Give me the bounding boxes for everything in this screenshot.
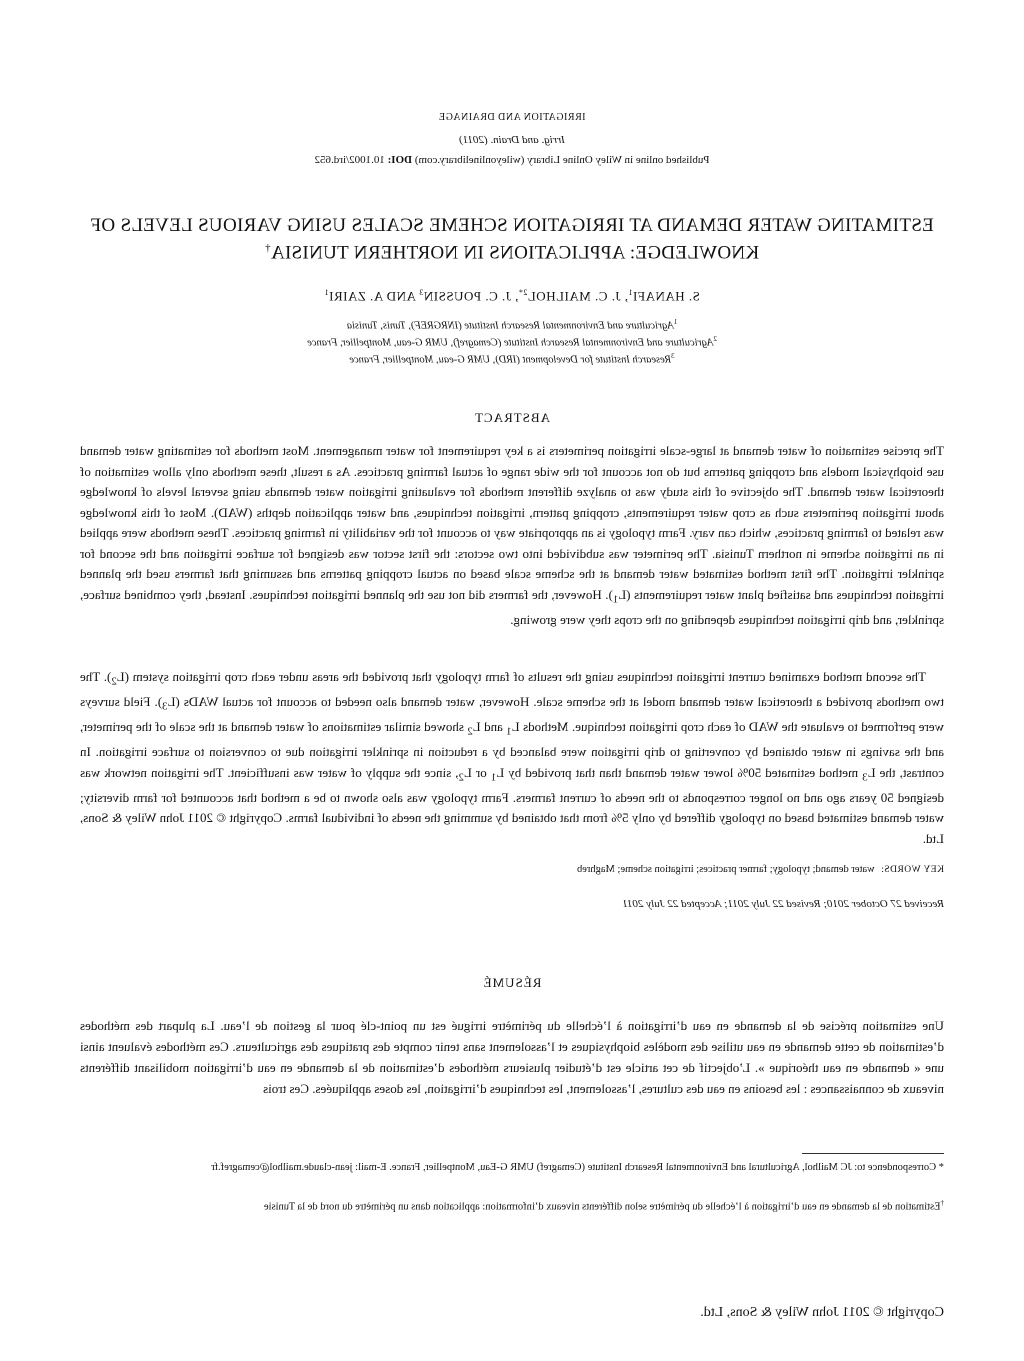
subscript: 2 (111, 675, 117, 688)
subscript: 2 (467, 725, 473, 738)
abstract-text: ). The two methods provided a theoretical water demand model at the scheme scale. However, water demand also needed to account for actual WADs (L (80, 669, 944, 710)
article-title (70, 214, 954, 264)
abstract-text: , since the supply of water was insufficient. The irrigation network was designed 50 years ago and no longer corresponds to the needs of current farmers. Farm typology was also shown to be a method that accounted for farm diversity; water demand estimated based on typology differed by only 5% from that obtained by summing the needs of individual farms. Copyright © 2011 John Wiley & Sons, Ltd. (80, 764, 944, 846)
footnote-divider (802, 1153, 944, 1154)
doi-label: DOI: (387, 154, 413, 166)
keywords-text: water demand; typology; farmer practices; irrigation scheme; Maghreb (576, 864, 875, 875)
affiliation (0, 352, 1024, 366)
author-name: S. HANAFI (632, 288, 700, 304)
affiliation-text: Agriculture and Environmental Research Institute (Cemagref), UMR G-eau, Montpellier, France (307, 337, 714, 349)
footnote-mark: † (940, 1199, 944, 1207)
journal-citation: Irrig. and Drain. (2011) (459, 134, 565, 146)
author-name: A. ZAIRI (328, 288, 384, 304)
abstract-paragraph-1 (80, 441, 944, 630)
resume-heading: RÉSUMÉ (482, 975, 542, 990)
author-name: J. C. MAILHOL (527, 288, 621, 304)
affiliation-text: Research Institute for Development (IRD), UMR G-eau, Montpellier, France (349, 354, 672, 366)
footnote-text[interactable]: Correspondence to: JC Mailhol, Agricultural and Environmental Research Institute (Cemagref) UMR G-Eau, Montpellier, France. E-mail: jean-claude.mailhol@cemagref.fr (211, 1162, 939, 1173)
footer-copyright: Copyright © 2011 John Wiley & Sons, Ltd. (700, 1305, 944, 1320)
resume-paragraph: Une estimation précise de la demande en eau d’irrigation à l’échelle du périmètre irrigué est un point-clé pour la gestion de l’eau. La plupart des méthodes d’estimation de cette demande en eau utilise des modèles biophysiques et l’assolement sans tenir compte des pratiques des agriculteurs. Ces méthodes évaluent ainsi une « demande en eau théorique ». L’objectif de cet article est d’étudier plusieurs méthodes d’estimation de la demande en eau d’irrigation mobilisant différents niveaux de connaissances : les besoins en eau des cultures, l’assolement, les techniques d’irrigation, les doses appliquées. Ces trois (80, 1018, 944, 1096)
subscript: 1 (490, 771, 497, 784)
author-separator: , (620, 288, 629, 304)
abstract-text: method estimated 50% lower water demand than that provided by L (496, 764, 863, 780)
subscript: 3 (862, 771, 868, 784)
abstract-text: The second method examined current irrigation techniques using the results of farm typology that provided the areas under each crop irrigation system (L (116, 669, 926, 684)
title-text: ESTIMATING WATER DEMAND AT IRRIGATION SCHEME SCALES USING VARIOUS LEVELS OF KNOWLEDGE: APPLICATIONS IN NORTHERN TUNISIA (90, 215, 934, 264)
subscript: 1 (612, 593, 619, 606)
affiliation (0, 335, 1024, 349)
published-online-line (0, 154, 1024, 166)
footnote-french-title (80, 1196, 944, 1215)
author-list (0, 288, 1024, 304)
subscript: 3 (162, 700, 168, 713)
abstract-paragraph-2 (80, 667, 944, 849)
author-name: J. C. POUSSIN (423, 288, 511, 304)
received-dates: Received 27 October 2010; Revised 22 July 2011; Accepted 22 July 2011 (622, 898, 944, 910)
abstract-heading: ABSTRACT (474, 410, 550, 425)
journal-name: IRRIGATION AND DRAINAGE (438, 112, 586, 123)
author-separator: , (510, 288, 519, 304)
author-separator: AND (383, 288, 419, 304)
affiliation-mark: 2 (713, 335, 717, 343)
abstract-text: showed similar estimations of water demand at the scale of the perimeter, and the savings in water obtained by converting to drip irrigation were balanced by a reduction in sprinkler irrigation due to conversion to surface irrigation. In contrast, the L (80, 719, 944, 780)
subscript: 2 (458, 771, 464, 784)
author-affil-mark: 1 (628, 288, 633, 297)
title-dagger: † (264, 242, 271, 254)
subscript: 1 (506, 725, 512, 738)
abstract-text: The precise estimation of water demand at large-scale irrigation perimeters is a key requirement for water management. Most methods for estimating water demand use biophysical models and cropping patterns but do not account for the wide range of actual farming practices. As a result, these methods only allow estimation of theoretical water demand. The objective of this study was to analyze different methods for evaluating irrigation water demands using several levels of knowledge about irrigation perimeters such as crop water requirements, cropping pattern, irrigation techniques, and water application depths (WAD). Most of this knowledge was related to farming practices, which can vary. Farm typology is an appropriate way to account for the variability in farming practices. These methods were applied in an irrigation scheme in northern Tunisia. The perimeter was subdivided into two sectors: the first sector was designed for surface irrigation and the second for sprinkler irrigation. The first method estimated water demand at the scheme scale based on actual cropping patterns and assuming that farmers used the planned irrigation techniques and satisfied plant water requirements (L (80, 443, 944, 602)
footnote-text: Estimation de la demande en eau d’irrigation à l’échelle du périmètre selon différents niveaux d’information: application dans un périmètre du nord de la Tunisie (263, 1201, 941, 1213)
affiliation (0, 318, 1024, 332)
affiliation-text: Agriculture and Environmental Research Institute (INRGREF), Tunis, Tunisia (346, 320, 674, 332)
footnote-correspondence (80, 1161, 944, 1175)
keywords-label: KEY WORDS: (880, 865, 944, 875)
abstract-text: or L (463, 764, 491, 780)
footnote-mark: * (938, 1162, 944, 1173)
abstract-text: ). Field surveys were performed to evaluate the WAD of each crop irrigation technique. Methods L (80, 694, 944, 735)
abstract-text: and L (472, 719, 507, 735)
author-affil-mark: 1 (324, 288, 329, 297)
author-affil-mark: 2* (518, 288, 528, 297)
published-text: Published online in Wiley Online Library (wileyonlinelibrary.com) (412, 154, 710, 166)
affiliation-mark: 3 (671, 352, 675, 360)
doi-link[interactable]: 10.1002/ird.652 (314, 154, 388, 166)
affiliation-mark: 1 (673, 318, 678, 326)
abstract-text: ). However, the farmers did not use the planned irrigation techniques. Instead, they combined surface, sprinkler, and drip irrigation techniques depending on the crops they were growing. (80, 586, 944, 627)
author-affil-mark: 3 (418, 288, 424, 297)
keywords-line (577, 864, 944, 875)
